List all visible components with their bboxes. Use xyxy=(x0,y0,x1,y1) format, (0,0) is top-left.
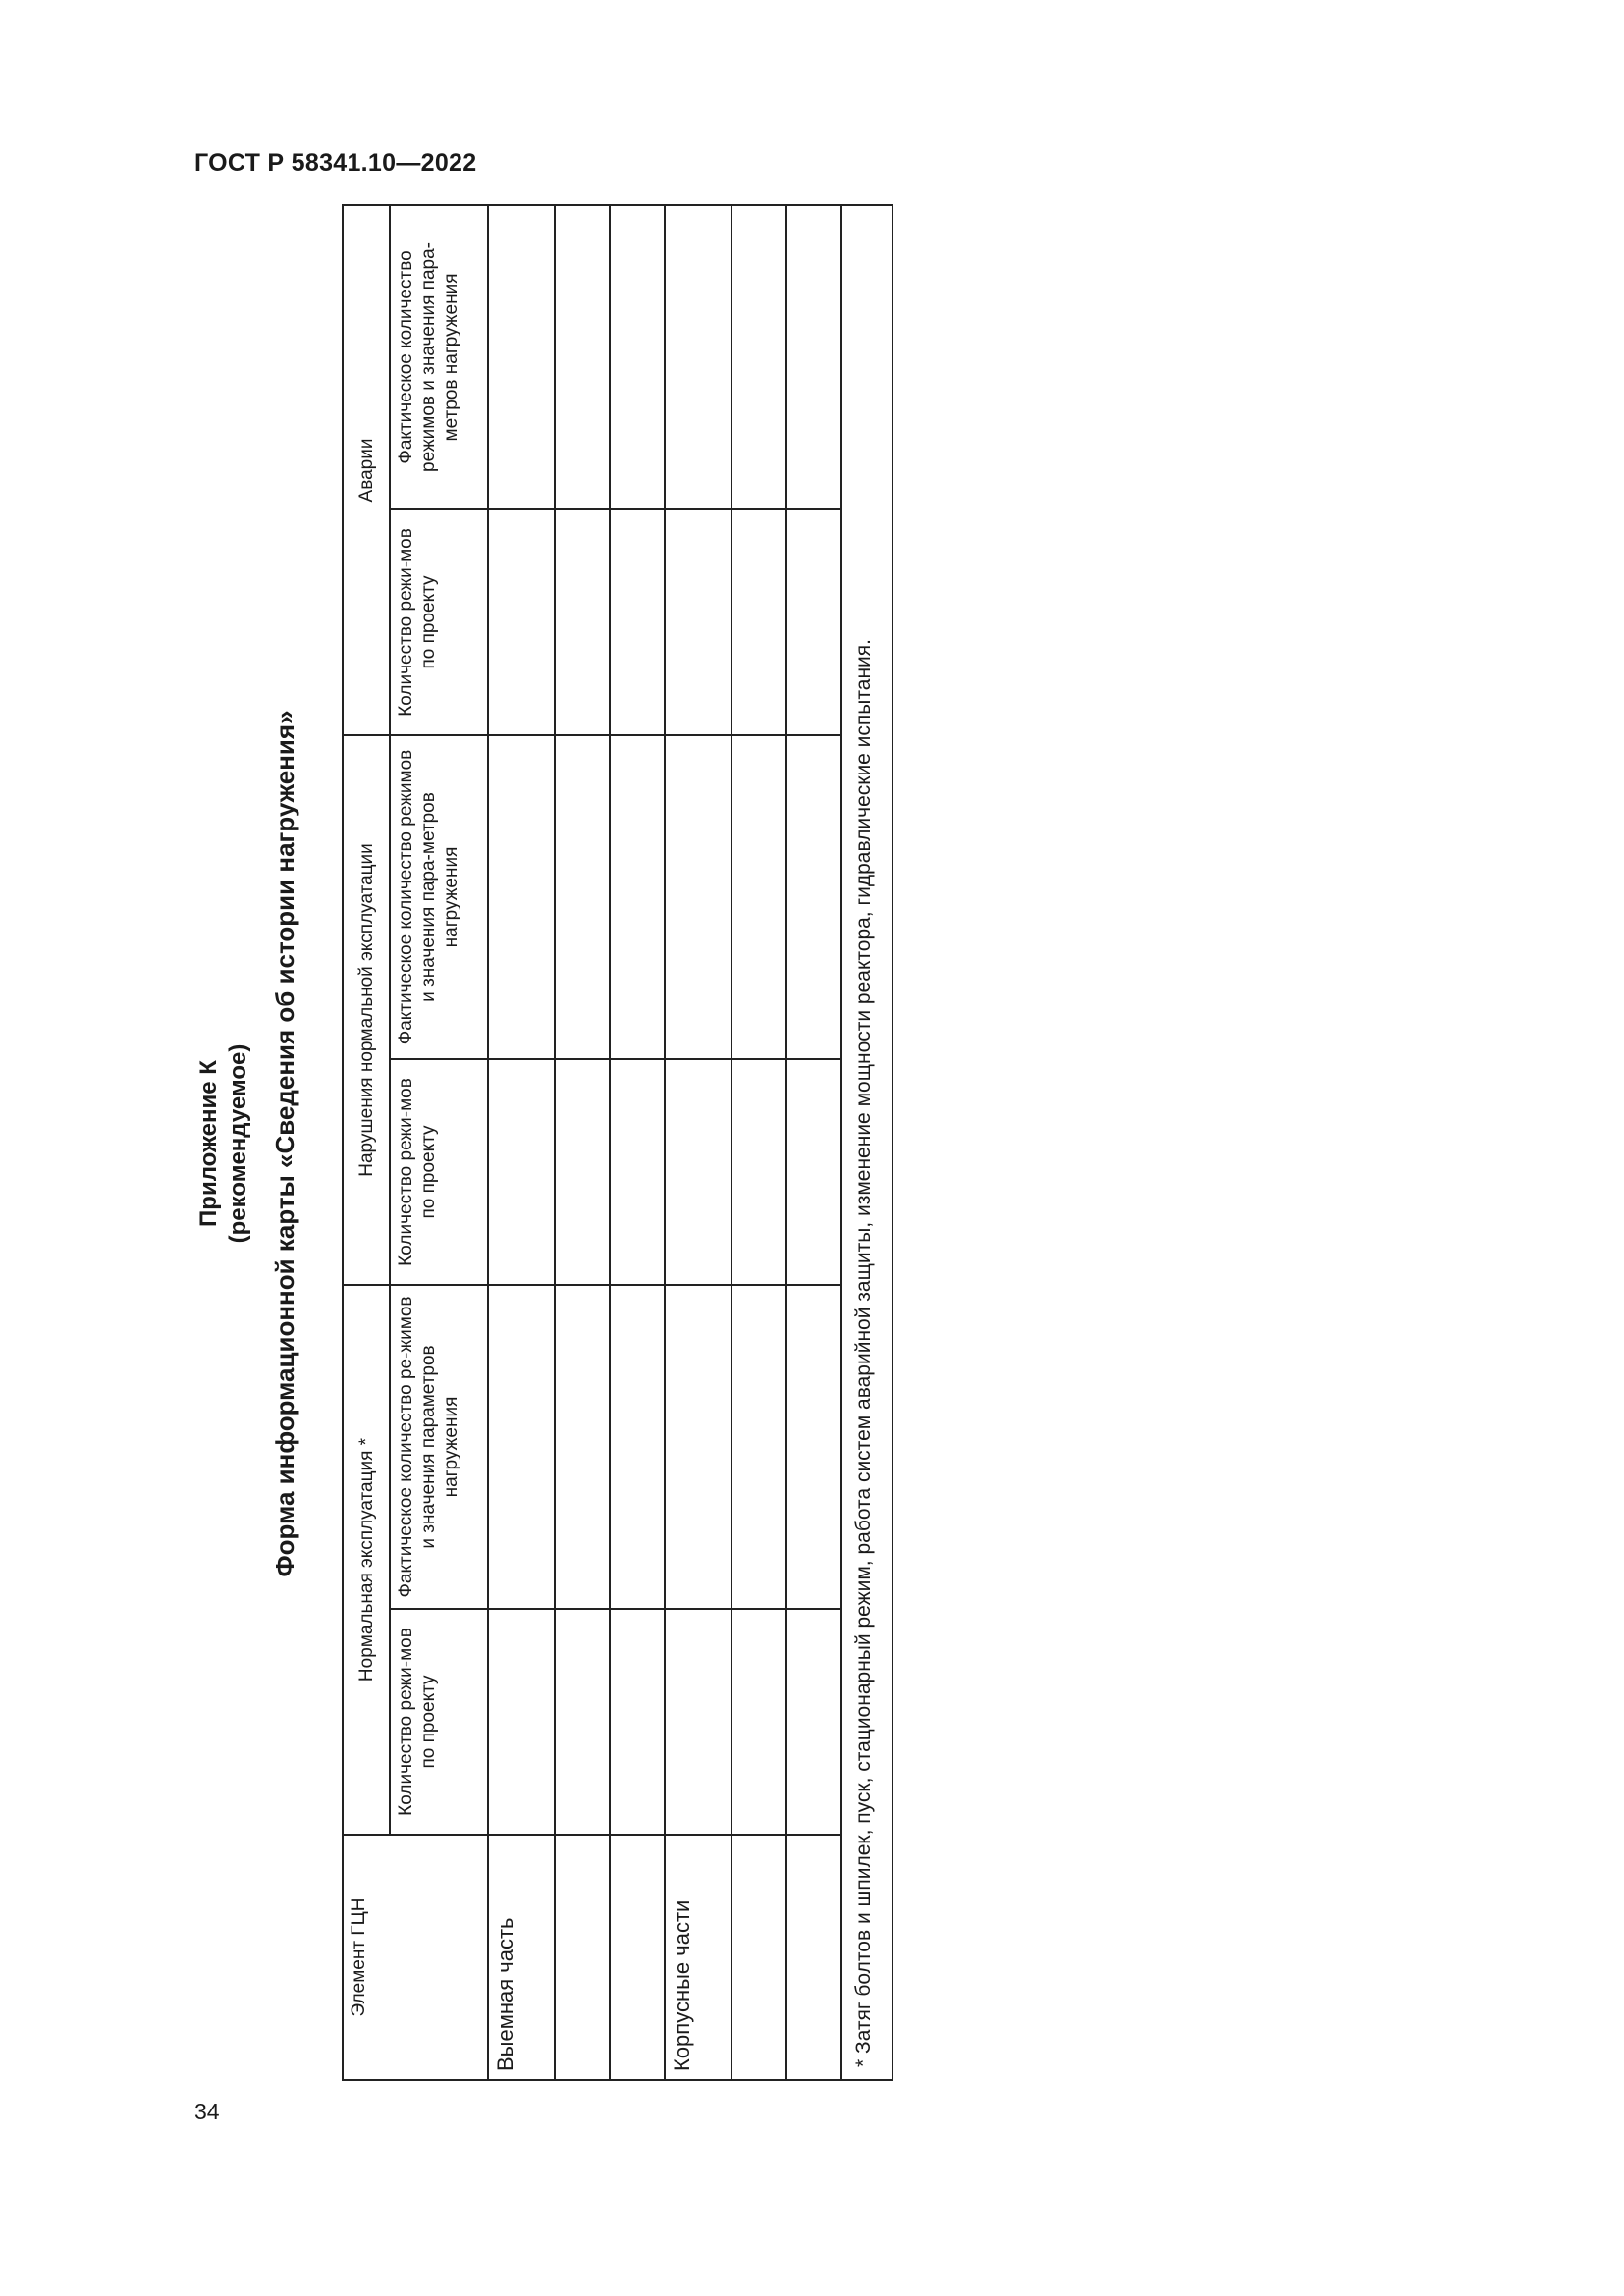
value-cell[interactable] xyxy=(731,1609,786,1835)
value-cell[interactable] xyxy=(786,1285,841,1609)
value-cell[interactable] xyxy=(665,1285,731,1609)
value-cell[interactable] xyxy=(665,205,731,509)
value-cell[interactable] xyxy=(665,509,731,735)
subheader-normal-design: Количество режи-мов по проекту xyxy=(390,1609,488,1835)
appendix-status: (рекомендуемое) xyxy=(225,1043,251,1244)
loading-history-form xyxy=(342,206,893,2081)
value-cell[interactable] xyxy=(786,1609,841,1835)
element-cell xyxy=(731,1835,786,2080)
rotated-appendix-block xyxy=(194,206,911,2081)
value-cell[interactable] xyxy=(786,205,841,509)
value-cell[interactable] xyxy=(610,1285,665,1609)
value-cell[interactable] xyxy=(731,509,786,735)
table-row xyxy=(731,205,786,2080)
table-row xyxy=(665,205,731,2080)
subheader-accidents-actual: Фактическое количество режимов и значения пара-метров нагружения xyxy=(390,205,488,509)
group-header-violations: Нарушения нормальной эксплуатации xyxy=(343,735,390,1285)
value-cell[interactable] xyxy=(488,509,555,735)
value-cell[interactable] xyxy=(610,205,665,509)
value-cell[interactable] xyxy=(610,1059,665,1285)
value-cell[interactable] xyxy=(555,1059,610,1285)
form-title: Форма информационной карты «Сведения об истории нагружения» xyxy=(270,710,299,1577)
value-cell[interactable] xyxy=(786,509,841,735)
value-cell[interactable] xyxy=(731,1285,786,1609)
element-cell xyxy=(610,1835,665,2080)
value-cell[interactable] xyxy=(665,1609,731,1835)
value-cell[interactable] xyxy=(488,1285,555,1609)
value-cell[interactable] xyxy=(488,1059,555,1285)
value-cell[interactable] xyxy=(555,509,610,735)
element-cell xyxy=(555,1835,610,2080)
group-header-normal: Нормальная эксплуатация * xyxy=(343,1285,390,1835)
element-cell: Корпусные части xyxy=(665,1835,731,2080)
value-cell[interactable] xyxy=(731,205,786,509)
value-cell[interactable] xyxy=(555,1609,610,1835)
table-row xyxy=(488,205,555,2080)
value-cell[interactable] xyxy=(555,205,610,509)
value-cell[interactable] xyxy=(555,1285,610,1609)
document-standard-header: ГОСТ Р 58341.10—2022 xyxy=(194,149,477,177)
value-cell[interactable] xyxy=(731,735,786,1059)
loading-history-table xyxy=(342,204,893,2081)
value-cell[interactable] xyxy=(555,735,610,1059)
page-number: 34 xyxy=(194,2099,220,2124)
footnote-row xyxy=(841,205,893,2080)
value-cell[interactable] xyxy=(786,1059,841,1285)
table-row xyxy=(786,205,841,2080)
value-cell[interactable] xyxy=(488,205,555,509)
element-cell xyxy=(786,1835,841,2080)
value-cell[interactable] xyxy=(610,509,665,735)
subheader-violations-design: Количество режи-мов по проекту xyxy=(390,1059,488,1285)
value-cell[interactable] xyxy=(610,1609,665,1835)
table-row xyxy=(555,205,610,2080)
table-row xyxy=(610,205,665,2080)
subheader-accidents-design: Количество режи-мов по проекту xyxy=(390,509,488,735)
value-cell[interactable] xyxy=(488,1609,555,1835)
subheader-violations-actual: Фактическое количество режимов и значения пара-метров нагружения xyxy=(390,735,488,1059)
appendix-title-block xyxy=(194,206,352,2081)
table-footnote: * Затяг болтов и шпилек, пуск, стационарный режим, работа систем аварийной защиты, изменение мощности реактора, гидравлические испытания. xyxy=(841,205,893,2080)
appendix-label: Приложение К xyxy=(195,1060,222,1227)
value-cell[interactable] xyxy=(665,1059,731,1285)
group-header-accidents: Аварии xyxy=(343,205,390,735)
subheader-normal-actual: Фактическое количество ре-жимов и значения параметров нагружения xyxy=(390,1285,488,1609)
value-cell[interactable] xyxy=(786,735,841,1059)
element-column-header: Элемент ГЦН xyxy=(343,1835,488,2080)
value-cell[interactable] xyxy=(731,1059,786,1285)
value-cell[interactable] xyxy=(488,735,555,1059)
value-cell[interactable] xyxy=(665,735,731,1059)
element-cell: Выемная часть xyxy=(488,1835,555,2080)
value-cell[interactable] xyxy=(610,735,665,1059)
